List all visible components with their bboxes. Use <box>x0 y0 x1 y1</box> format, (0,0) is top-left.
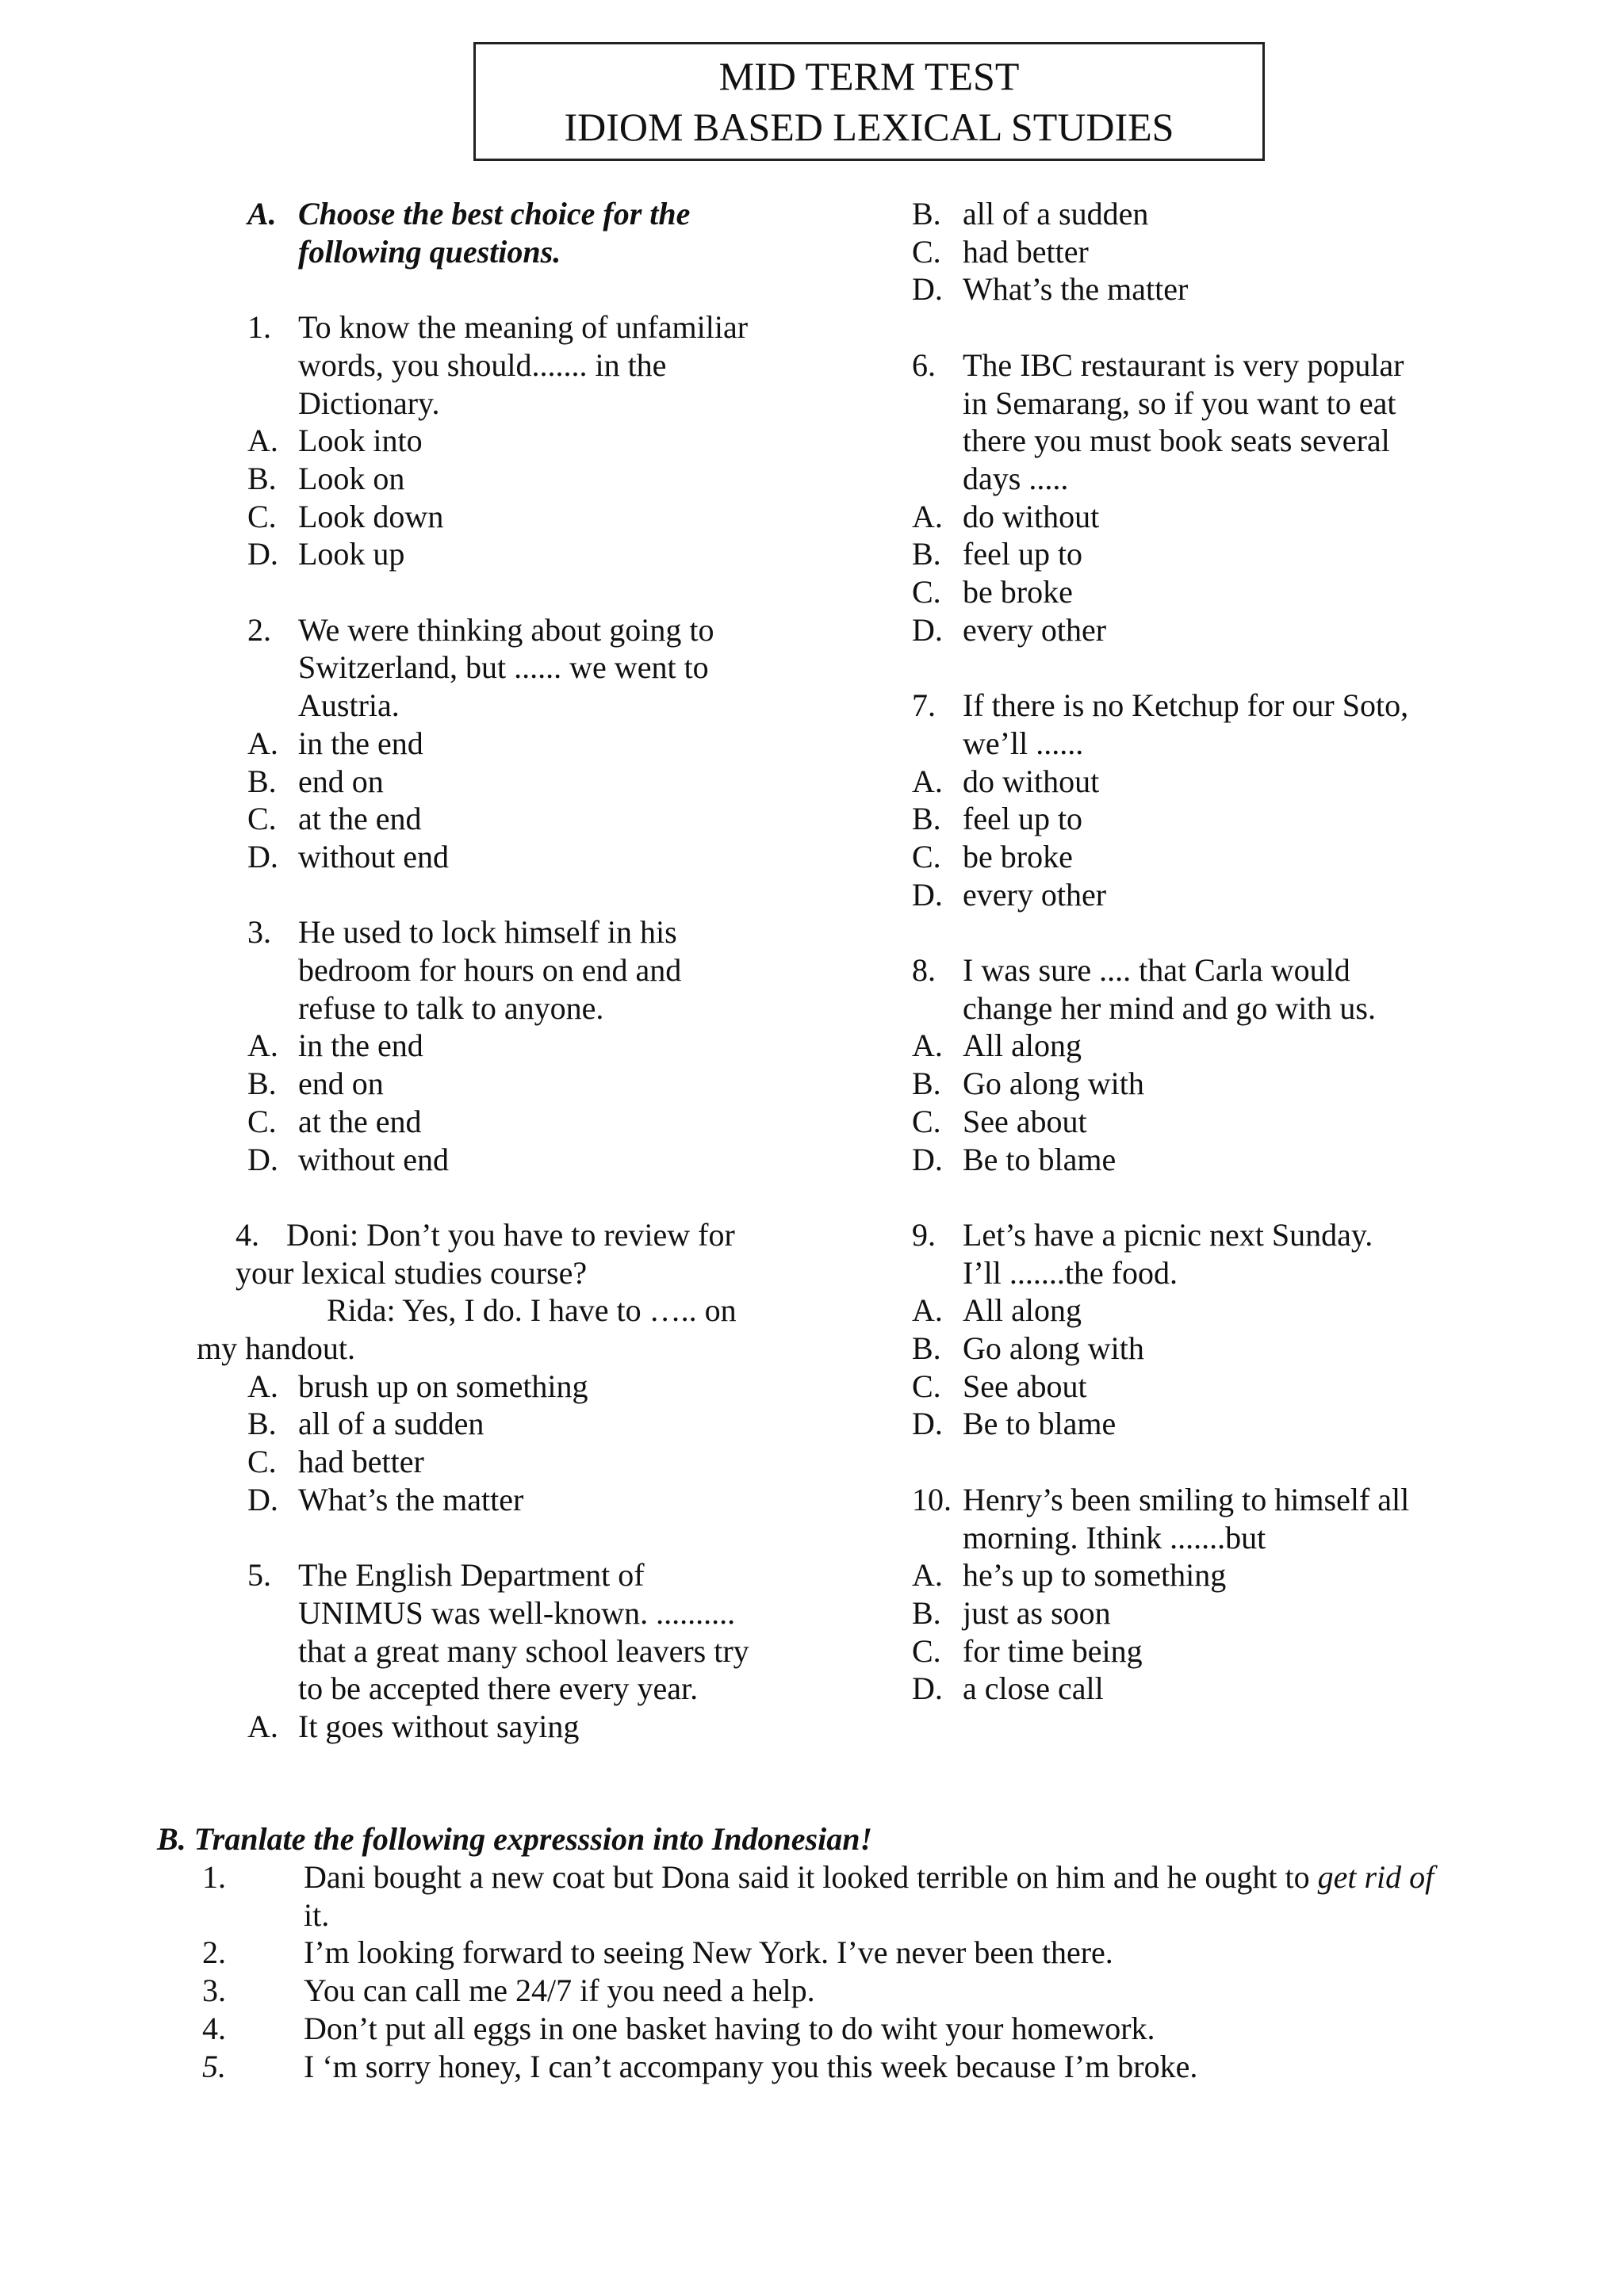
option[interactable]: D. What’s the matter <box>247 1481 524 1517</box>
option[interactable]: B. all of a sudden <box>247 1406 485 1442</box>
list-item: 4. Don’t put all eggs in one basket having to do wiht your homework. <box>202 2010 1155 2046</box>
option[interactable]: D. every other <box>912 611 1107 648</box>
question-8: 8. I was sure .... that Carla would <box>912 952 1350 989</box>
list-item: 1. Dani bought a new coat but Dona said it looked terrible on him and he ought to get rid of <box>202 1859 1434 1895</box>
option[interactable]: B. Go along with <box>912 1066 1144 1102</box>
left-column: A. Choose the best choice for the following questions. 1. To know the meaning of unfamiliar words, you should....... in the Dictionary. A. Look into B. Look on C. Look down D. Look up 2. We were thinking about going to Switzerland, but ...... we went to Austria. A. in the end B. end on C. at the end D. without end 3. He used to lock himself in his bedroom for hours on end and refuse to talk to anyone. A. in the end B. end on C. at the end D. without end 4. Doni: Don’t you have to review for your lexical studies course? Rida: Yes, I do. I have to ….. on my handout. A. brush up on something B. all of a sudden C. had better D. What’s the matter 5. The English Department of UNIMUS was well-known. .......... that a great many school leavers try to be accepted there every year. A. It goes without saying <box>247 195 771 1746</box>
option[interactable]: C. See about <box>912 1103 1087 1139</box>
option[interactable]: A. All along <box>912 1292 1082 1329</box>
option[interactable]: A. Look into <box>247 423 423 459</box>
option[interactable]: D. Be to blame <box>912 1406 1116 1442</box>
option[interactable]: C. at the end <box>247 801 422 837</box>
question-2: 2. We were thinking about going to <box>247 611 714 648</box>
option[interactable]: C. had better <box>247 1444 424 1480</box>
question-3: 3. He used to lock himself in his <box>247 914 677 951</box>
option[interactable]: C. for time being <box>912 1632 1143 1669</box>
option[interactable]: B. just as soon <box>912 1594 1111 1631</box>
option[interactable]: A. in the end <box>247 725 423 761</box>
title-line-2: IDIOM BASED LEXICAL STUDIES <box>564 105 1174 149</box>
option[interactable]: C. be broke <box>912 838 1073 874</box>
option[interactable]: A. All along <box>912 1027 1082 1064</box>
title-box <box>473 42 1265 161</box>
list-item: 5. I ‘m sorry honey, I can’t accompany you this week because I’m broke. <box>202 2048 1198 2084</box>
option[interactable]: D. Be to blame <box>912 1141 1116 1177</box>
option[interactable]: B. Go along with <box>912 1330 1144 1367</box>
question-9: 9. Let’s have a picnic next Sunday. <box>912 1216 1373 1253</box>
option[interactable]: C. be broke <box>912 574 1073 610</box>
option[interactable]: D. a close call <box>912 1670 1104 1707</box>
option[interactable]: B. feel up to <box>912 801 1083 837</box>
option[interactable]: A. he’s up to something <box>912 1557 1227 1594</box>
list-item: 2. I’m looking forward to seeing New York. I’ve never been there. <box>202 1934 1113 1971</box>
option[interactable]: B. Look on <box>247 460 405 496</box>
title-line-1: MID TERM TEST <box>718 54 1020 98</box>
option[interactable]: C. See about <box>912 1368 1087 1404</box>
list-item: 3. You can call me 24/7 if you need a help. <box>202 1973 815 2009</box>
option[interactable]: B. end on <box>247 1066 384 1102</box>
question-1: 1. To know the meaning of unfamiliar <box>247 309 749 346</box>
section-b-title: B. Tranlate the following expresssion into Indonesian! <box>157 1821 873 1857</box>
option[interactable]: D. What’s the matter <box>912 271 1189 308</box>
question-5: 5. The English Department of <box>247 1557 645 1594</box>
question-6: 6. The IBC restaurant is very popular <box>912 346 1404 383</box>
option[interactable]: B. feel up to <box>912 536 1083 572</box>
instruction-line-2: following questions. <box>298 233 561 270</box>
section-a-instruction: A. Choose the best choice for the <box>247 195 771 233</box>
instruction-line-1: Choose the best choice for the <box>298 196 691 232</box>
option[interactable]: C. Look down <box>247 498 444 534</box>
option[interactable]: A. do without <box>912 498 1100 534</box>
option[interactable]: A. brush up on something <box>247 1368 588 1404</box>
option[interactable]: A. do without <box>912 763 1100 799</box>
right-column: B. all of a sudden C. had better D. What’s the matter 6. The IBC restaurant is very popular in Semarang, so if you want to eat there you must book seats several days ..... A. do without B. feel up to C. be broke D. every other 7. If there is no Ketchup for our Soto, we’ll ...... A. do without B. feel up to C. be broke D. every other 8. I was sure .... that Carla would change her mind and go with us. A. All along B. Go along with C. See about D. Be to blame 9. Let’s have a picnic next Sunday. I’ll .......the food. A. All along B. Go along with C. See about D. Be to blame 10. Henry’s been smiling to himself all morning. Ithink .......but A. he’s up to something B. just as soon C. for time being D. a close call <box>912 195 1439 1708</box>
option[interactable]: D. without end <box>247 1141 449 1177</box>
option[interactable]: A. It goes without saying <box>247 1709 580 1745</box>
option[interactable]: A. in the end <box>247 1027 423 1064</box>
question-10: 10. Henry’s been smiling to himself all <box>912 1481 1410 1517</box>
question-7: 7. If there is no Ketchup for our Soto, <box>912 687 1409 724</box>
option[interactable]: D. every other <box>912 876 1107 913</box>
question-4: 4. Doni: Don’t you have to review for your lexical studies course? Rida: Yes, I do. I have to ….. on my handout. <box>197 1216 737 1367</box>
option[interactable]: C. at the end <box>247 1103 422 1139</box>
option[interactable]: B. end on <box>247 763 384 799</box>
option[interactable]: D. Look up <box>247 536 405 572</box>
option[interactable]: D. without end <box>247 838 449 874</box>
option[interactable]: C. had better <box>912 233 1089 270</box>
section-b-list: 1. Dani bought a new coat but Dona said it looked terrible on him and he ought to get rid of it. 2. I’m looking forward to seeing New York. I’ve never been there. 3. You can call me 24/7 if you need a help. 4. Don’t put all eggs in one basket having to do wiht your homework. 5. I ‘m sorry honey, I can’t accompany you this week because I’m broke. <box>202 1858 1487 2085</box>
option[interactable]: B. all of a sudden <box>912 196 1149 232</box>
